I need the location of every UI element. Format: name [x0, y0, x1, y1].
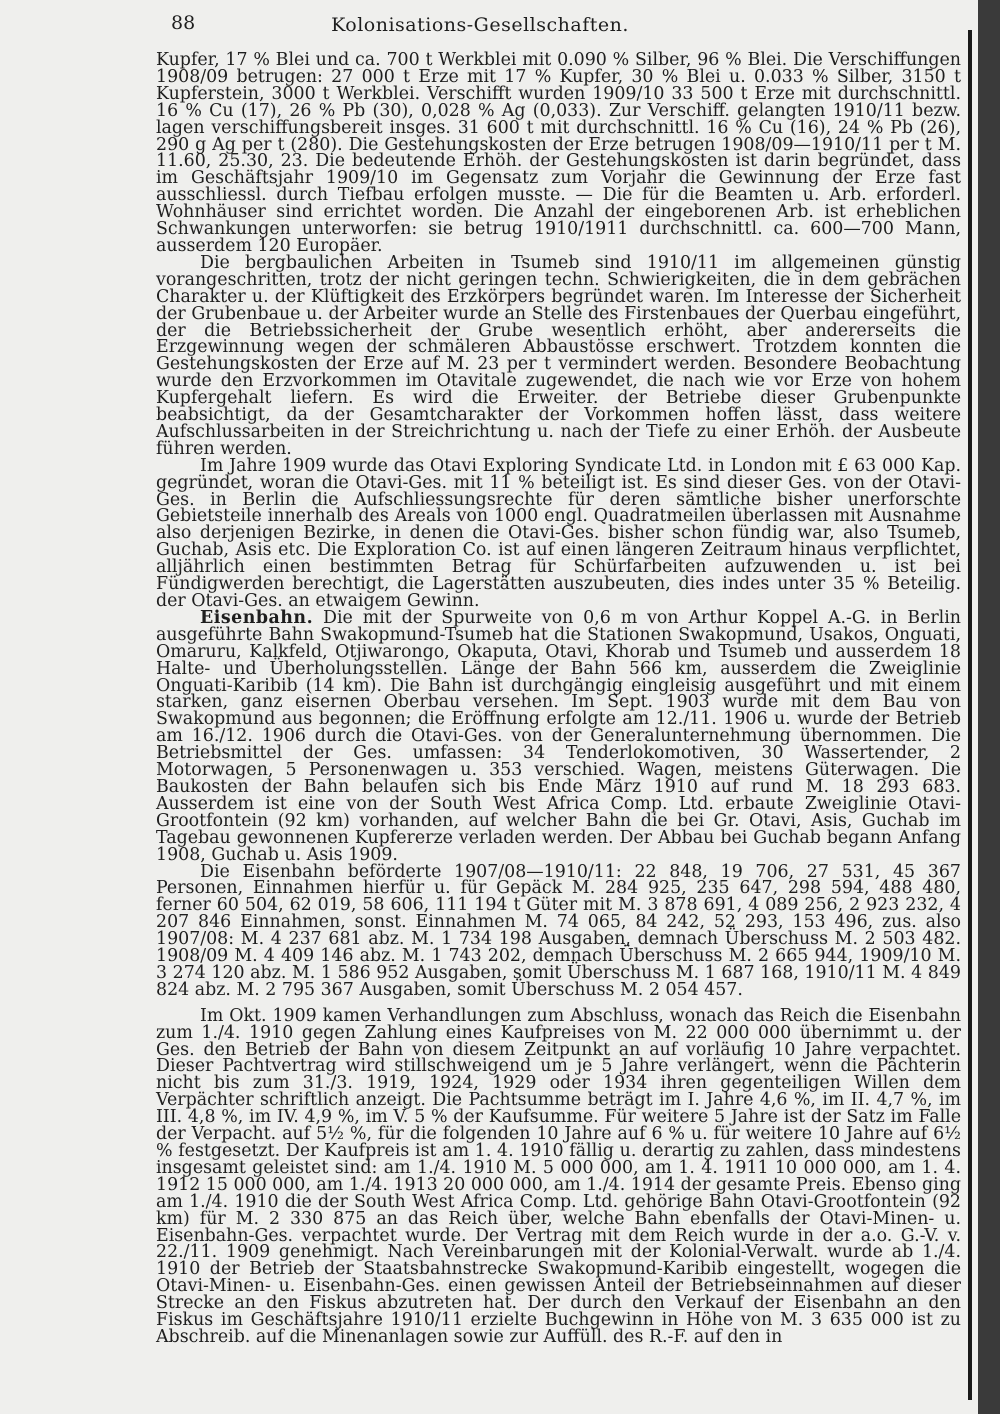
paragraph-text: Die Eisenbahn beförderte 1907/08—1910/11: 22 848, 19 706, 27 531, 45 367 Personen, Einnahmen hierfür u. für Gepäck M. 284 925, 235 647, 298 594, 488 480, ferner 60 504, 62 019, 58 606, 111 194 t Güter mit M. 3 878 691, 4 089 256, 2 923 232, 4 207 846 Einnahmen, sonst. Einnahmen M. 74 065, 84 242, 52 293, 153 496, zus. also 1907/08: M. 4 237 681 abz. M. 1 734 198 Ausgaben, demnach Überschuss M. 2 503 482. 1908/09 M. 4 409 146 abz. M. 1 743 202, demnach Überschuss M. 2 665 944, 1909/10 M. 3 274 120 abz. M. 1 586 952 Ausgaben, somit Überschuss M. 1 687 168, 1910/11 M. 4 849 824 abz. M. 2 795 367 Ausgaben, somit Überschuss M. 2 054 457. — [156, 861, 961, 1000]
paragraph — [156, 52, 961, 255]
paragraph-text: Die mit der Spurweite von 0,6 m von Arthur Koppel A.-G. in Berlin ausgeführte Bahn Swakopmund-Tsumeb hat die Stationen Swakopmund, Usakos, Onguati, Omaruru, Kalkfeld, Otjiwarongo, Okaputa, Otavi, Khorab und Tsumeb und ausserdem 18 Halte- und Überholungsstellen. Länge der Bahn 566 km, ausserdem die Zweiglinie Onguati-Karibib (14 km). Die Bahn ist durchgängig eingleisig ausgeführt und mit einem starken, ganz eisernen Oberbau versehen. Im Sept. 1903 wurde mit dem Bau von Swakopmund aus begonnen; die Eröffnung erfolgte am 12./11. 1906 u. wurde der Betrieb am 16./12. 1906 durch die Otavi-Ges. von der Generalunternehmung übernommen. Die Betriebsmittel der Ges. umfassen: 34 Tenderlokomotiven, 30 Wassertender, 2 Motorwagen, 5 Personenwagen u. 353 verschied. Wagen, meistens Güterwagen. Die Baukosten der Bahn belaufen sich bis Ende März 1910 auf rund M. 18 293 683. Ausserdem ist eine von der South West Africa Comp. Ltd. erbaute Zweiglinie Otavi-Grootfontein (92 km) vorhanden, auf welcher Bahn die bei Gr. Otavi, Asis, Guchab im Tagebau gewonnenen Kupfererze verladen werden. Der Abbau bei Guchab begann Anfang 1908, Guchab u. Asis 1909. — [156, 607, 961, 865]
paragraph-text: Kupfer, 17 % Blei und ca. 700 t Werkblei mit 0.090 % Silber, 96 % Blei. Die Verschiffungen 1908/09 betrugen: 27 000 t Erze mit 17 % Kupfer, 30 % Blei u. 0.033 % Silber, 3150 t Kupferstein, 3000 t Werkblei. Verschifft wurden 1909/10 33 500 t Erze mit durchschnittl. 16 % Cu (17), 26 % Pb (30), 0,028 % Ag (0,033). Zur Verschiff. gelangten 1910/11 bezw. lagen verschiffungsbereit insges. 31 600 t mit durchschnittl. 16 % Cu (16), 24 % Pb (26), 290 g Ag per t (280). Die Gestehungskosten der Erze betrugen 1908/09—1910/11 per t M. 11.60, 25.30, 23. Die bedeutende Erhöh. der Gestehungskosten ist darin begründet, dass im Geschäftsjahr 1909/10 im Gegensatz zum Vorjahr die Gewinnung der Erze fast ausschliessl. durch Tiefbau erfolgen musste. — Die für die Beamten u. Arb. erforderl. Wohnhäuser sind errichtet worden. Die Anzahl der eingeborenen Arb. ist erheblichen Schwankungen unterworfen: sie betrug 1910/1911 durchschnittl. ca. 600—700 Mann, ausserdem 120 Europäer. — [156, 50, 961, 256]
paragraph — [156, 455, 961, 611]
running-title: Kolonisations-Gesellschaften. — [331, 14, 629, 36]
running-header — [0, 2, 960, 42]
paragraph-text: Im Okt. 1909 kamen Verhandlungen zum Abschluss, wonach das Reich die Eisenbahn zum 1./4. 1910 gegen Zahlung eines Kaufpreises von M. 22 000 000 übernimmt u. der Ges. den Betrieb der Bahn von diesem Zeitpunkt an auf vorläufig 10 Jahre verpachtet. Dieser Pachtvertrag wird stillschweigend um je 5 Jahre verlängert, wenn die Pächterin nicht bis zum 31./3. 1919, 1924, 1929 oder 1934 ihren gegenteiligen Willen dem Verpächter schriftlich anzeigt. Die Pachtsumme beträgt im I. Jahre 4,6 %, im II. 4,7 %, im III. 4,8 %, im IV. 4,9 %, im V. 5 % der Kaufsumme. Für weitere 5 Jahre ist der Satz im Falle der Verpacht. auf 5½ %, für die folgenden 10 Jahre auf 6 % u. für weitere 10 Jahre auf 6½ % festgesetzt. Der Kaufpreis ist am 1. 4. 1910 fällig u. derartig zu zahlen, dass mindestens insgesamt geleistet sind: am 1./4. 1910 M. 5 000 000, am 1. 4. 1911 10 000 000, am 1. 4. 1912 15 000 000, am 1./4. 1913 20 000 000, am 1./4. 1914 der gesamte Preis. Ebenso ging am 1./4. 1910 die der South West Africa Comp. Ltd. gehörige Bahn Otavi-Grootfontein (92 km) für M. 2 330 875 an das Reich über, welche Bahn ebenfalls der Otavi-Minen- u. Eisenbahn-Ges. verpachtet wurde. Der Vertrag mit dem Reich wurde in der a.o. G.-V. v. 22./11. 1909 genehmigt. Nach Vereinbarungen mit der Kolonial-Verwalt. wurde ab 1./4. 1910 der Betrieb der Staatsbahnstrecke Swakopmund-Karibib eingestellt, wogegen die Otavi-Minen- u. Eisenbahn-Ges. einen gewissen Anteil der Betriebseinnahmen auf dieser Strecke an den Fiskus abzutreten hat. Der durch den Verkauf der Eisenbahn an den Fiskus im Geschäftsjahre 1910/11 erzielte Buchgewinn in Höhe von M. 3 635 000 ist zu Abschreib. auf die Minenanlagen sowie zur Auffüll. des R.-F. auf den in — [156, 1005, 961, 1347]
paragraph-text: Im Jahre 1909 wurde das Otavi Exploring Syndicate Ltd. in London mit £ 63 000 Kap. gegründet, woran die Otavi-Ges. mit 11 % beteiligt ist. Es sind dieser Ges. von der Otavi-Ges. in Berlin die Aufschliessungsrechte für deren sämtliche bisher unerforschte Gebietsteile innerhalb des Areals von 1000 engl. Quadratmeilen überlassen mit Ausnahme also derjenigen Bezirke, in denen die Otavi-Ges. bisher schon fündig war, also Tsumeb, Guchab, Asis etc. Die Exploration Co. ist auf einen längeren Zeitraum hinaus verpflichtet, alljährlich einen bestimmten Betrag für Schürfarbeiten aufzuwenden u. ist bei Fündigwerden berechtigt, die Lagerstätten auszubeuten, dies indes unter 35 % Beteilig. der Otavi-Ges. an etwaigem Gewinn. — [156, 455, 961, 611]
page-border-line — [968, 30, 972, 1400]
section-heading: Eisenbahn. — [200, 607, 314, 628]
paragraph — [156, 607, 961, 865]
paragraph-text: Die bergbaulichen Arbeiten in Tsumeb sind 1910/11 im allgemeinen günstig vorangeschritten, trotz der nicht geringen techn. Schwierigkeiten, die in dem gebrächen Charakter u. der Klüftigkeit des Erzkörpers begründet waren. Im Interesse der Sicherheit der Grubenbaue u. der Arbeiter wurde an Stelle des Firstenbaues der Querbau eingeführt, der die Betriebssicherheit der Grube wesentlich erhöht, aber andererseits die Erzgewinnung wegen der schmäleren Abbaustösse erschwert. Trotzdem konnten die Gestehungskosten der Erze auf M. 23 per t vermindert werden. Besondere Beobachtung wurde den Erzvorkommen im Otavitale zugewendet, die nach wie vor Erze von hohem Kupfergehalt liefern. Es wird die Erweiter. der Betriebe dieser Grubenpunkte beabsichtigt, da der Gesamtcharakter der Vorkommen hoffen lässt, dass weitere Aufschlussarbeiten in der Streichrichtung u. nach der Tiefe zu einer Erhöh. der Ausbeute führen werden. — [156, 252, 961, 459]
page-number: 88 — [171, 12, 196, 34]
scan-edge — [978, 0, 1000, 1414]
text-body — [156, 52, 961, 1346]
paragraph — [156, 1005, 961, 1347]
paragraph — [156, 252, 961, 459]
paragraph — [156, 861, 961, 1000]
